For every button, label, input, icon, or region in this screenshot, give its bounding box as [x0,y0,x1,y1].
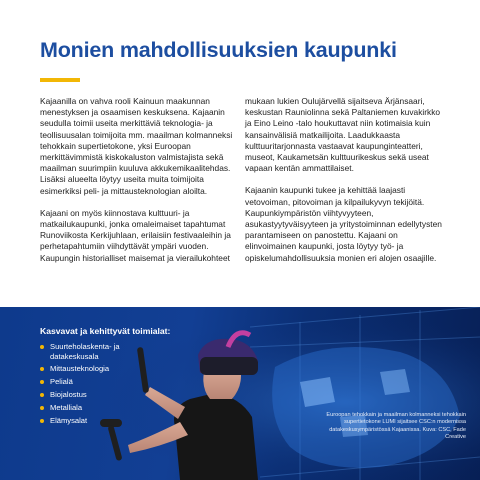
list-item: Elämysalat [40,416,150,426]
right-paragraph-2: Kajaanin kaupunki tukee ja kehittää laajasti vetovoiman, pitovoiman ja kilpailukyvyn tekijöitä. Kaupunkiympäristön viihtyvyyteen, asukastyytyväisyyteen ja yritystoiminnan edellytysten parantamiseen on panostettu. Kajaani on elinvoimainen kaupunki, josta löytyy työ- ja opiskelumahdollisuuksia monien eri alojen osaajille. [245,185,442,263]
bullet-icon [40,367,44,371]
list-item: Biojalostus [40,390,150,400]
bullet-icon [40,345,44,349]
list-item: Pelialä [40,377,150,387]
bullet-icon [40,393,44,397]
bullet-icon [40,380,44,384]
page-title: Monien mahdollisuuksien kaupunki [40,38,397,62]
industries-list [40,342,150,428]
photo-caption: Euroopan tehokkain ja maailman kolmanneksi tehokkain supertietokone LUMI sijaitsee CSC:n modernissa datakeskusympäristössä Kajaanissa. Kuva: CSC, Fade Creative [326,412,466,441]
right-column [245,96,445,275]
left-paragraph-1: Kajaanilla on vahva rooli Kainuun maakunnan menestyksen ja osaamisen keskuksena. Kajaanin seudulla toimii useita merkittäviä teknologia- ja teollisuusalan toimijoita mm. maailman kolmanneksi tehokkain supertietokone, yksi Euroopan merkittävimmistä kiskokaluston valmistajista sekä maailman suurimpiin kuuluva akkukemikaalitehdas. Lisäksi alueelta löytyy useita muita toimijoita esimerkiksi peli- ja mittausteknologian aloilta. [40,96,233,196]
list-item: Mittausteknologia [40,364,150,374]
left-column [40,96,236,275]
title-accent-bar [40,78,80,82]
right-paragraph-1: mukaan lukien Oulujärvellä sijaitseva Ärjänsaari, keskustan Rauniolinna sekä Paltaniemen kuvakirkko ja Eino Leino -talo houkuttavat niin kotimaisia kuin kansainvälisiä matkailijoita. Laadukkaasta kulttuuritarjonnasta vastaavat kaupunginteatteri, museot, Kaukametsän kulttuurikeskus sekä useat vapaan kentän ammattilaiset. [245,96,441,174]
list-item: Metalliala [40,403,150,413]
list-item: Suurteholaskenta- ja datakeskusala [40,342,150,361]
bullet-icon [40,406,44,410]
bullet-icon [40,419,44,423]
left-paragraph-2: Kajaani on myös kiinnostava kulttuuri- ja matkailukaupunki, jonka omaleimaiset tapahtumat Runoviikosta Kerkijuhlaan, erilaisiin festivaaleihin ja perhetapahtumiin viihdyttävät ympäri vuoden. Kaupungin historialliset maisemat ja vierailukohteet [40,207,231,263]
industries-heading: Kasvavat ja kehittyvät toimialat: [40,326,171,336]
